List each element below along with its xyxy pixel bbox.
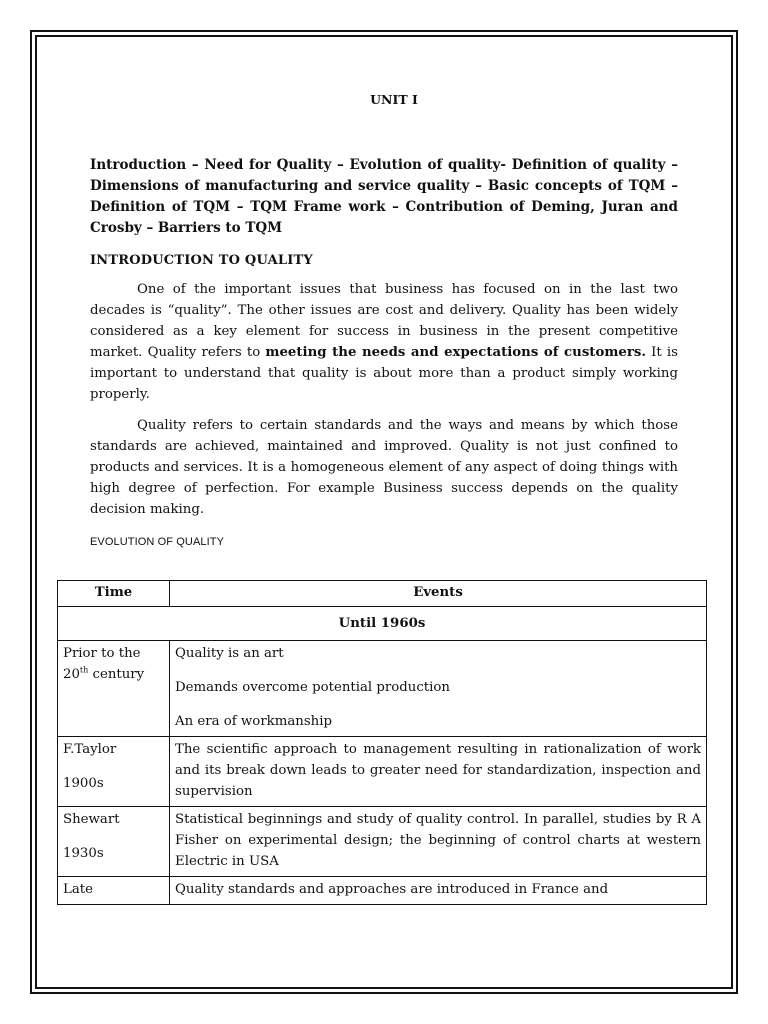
period-row (58, 607, 707, 641)
table-row (58, 807, 707, 877)
para1-bold-text: meeting the needs and expectations of customers. (265, 345, 646, 360)
time-cell (58, 737, 170, 807)
time-prior: Prior to the (63, 646, 141, 661)
para1-text-start: One of the important issues that business has focused on in the last two decades is “quality”. The other issues are cost and delivery. Quality has been widely considered as a key element for success in business in the present competitive market. Quality refers to (90, 282, 678, 360)
evolution-table (57, 580, 707, 905)
time-name: Shewart (63, 812, 120, 827)
time-line-1 (63, 643, 164, 664)
period-label: Until 1960s (58, 607, 707, 641)
events-cell: Statistical beginnings and study of quality control. In parallel, studies by R A Fisher on experimental design; the beginning of control charts at western Electric in USA (170, 807, 707, 877)
events-cell (170, 641, 707, 737)
event-line: An era of workmanship (175, 714, 332, 729)
event-text: Quality standards and approaches are introduced in France and (175, 882, 609, 897)
header-time: Time (58, 581, 170, 607)
events-cell: The scientific approach to management resulting in rationalization of work and its break down leads to greater need for standardization, inspection and supervision (170, 737, 707, 807)
section-heading: INTRODUCTION TO QUALITY (90, 253, 313, 268)
event-line: Demands overcome potential production (175, 680, 450, 695)
time-cell (58, 641, 170, 737)
table-row (58, 877, 707, 905)
intro-paragraph-2: Quality refers to certain standards and the ways and means by which those standards are achieved, maintained and improved. Quality is not just confined to products and services. It is a homogeneous element of any aspect of doing things with high degree of perfection. For example Business success depends on the quality decision making. (90, 418, 678, 517)
intro-paragraph-1 (90, 279, 678, 405)
header-events: Events (170, 581, 707, 607)
para1-text-end: It is important to understand that quality is about more than a product simply working properly. (90, 345, 678, 402)
time-century: century (88, 667, 145, 682)
document-body (90, 92, 678, 548)
events-cell (170, 877, 707, 905)
table-row (58, 737, 707, 807)
time-year: 1900s (63, 776, 104, 791)
event-line: Quality is an art (175, 646, 284, 661)
time-name: F.Taylor (63, 742, 117, 757)
time-year: 1930s (63, 846, 104, 861)
event-line-spread (175, 879, 701, 900)
time-number: 20 (63, 667, 80, 682)
time-superscript: th (79, 665, 89, 675)
time-cell (58, 807, 170, 877)
unit-title: UNIT I (370, 92, 418, 107)
table-header-row (58, 581, 707, 607)
evolution-heading: EVOLUTION OF QUALITY (90, 536, 225, 548)
table-row (58, 641, 707, 737)
time-line-2 (63, 664, 164, 685)
time-cell: Late (58, 877, 170, 905)
syllabus-topics: Introduction – Need for Quality – Evolution of quality- Definition of quality – Dimensions of manufacturing and service quality – Basic concepts of TQM – Definition of TQM – TQM Frame work – Contribution of Deming, Juran and Crosby – Barriers to TQM (90, 157, 678, 236)
